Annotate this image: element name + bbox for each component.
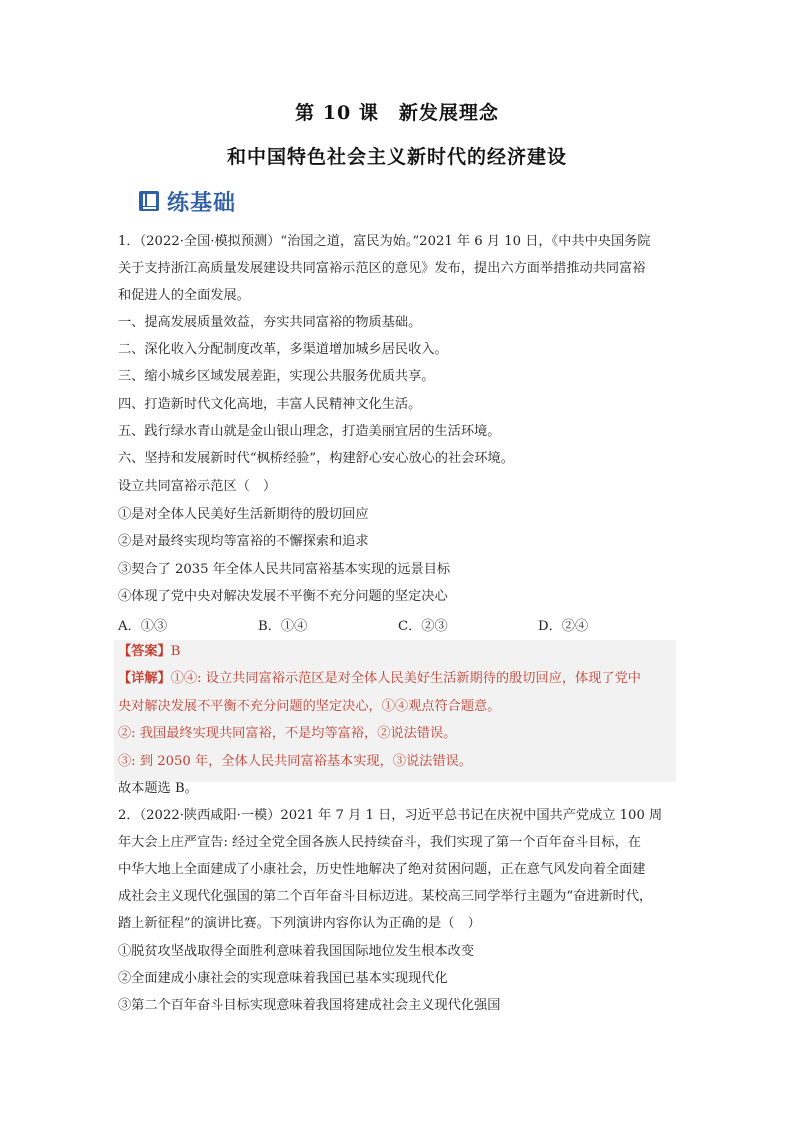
q2-line: 中华大地上全面建成了小康社会，历史性地解决了绝对贫困问题，正在意气风发向着全面建 [118, 862, 646, 877]
answer-value: B [170, 644, 181, 659]
q2-line: 成社会主义现代化强国的第二个百年奋斗目标迈进。某校高三同学举行主题为“奋进新时代， [118, 889, 653, 904]
q1-line: 三、缩小城乡区域发展差距，实现公共服务优质共享。 [118, 369, 435, 384]
q2-line: ②全面建成小康社会的实现意味着我国已基本实现现代化 [118, 971, 448, 986]
answer-line [118, 642, 674, 662]
q1-line: ①是对全体人民美好生活新期待的殷切回应 [118, 507, 369, 522]
q1-line: 二、深化收入分配制度改革，多渠道增加城乡居民收入。 [118, 342, 448, 357]
lesson-subtitle: 和中国特色社会主义新时代的经济建设 [226, 146, 567, 168]
q1-line: ②是对最终实现均等富裕的不懈探索和追求 [118, 534, 369, 549]
detail-text: ①④: 设立共同富裕示范区是对全体人民美好生活新期待的殷切回应，体现了党中 [170, 671, 641, 686]
conclusion-line: 故本题选 B。 [118, 781, 198, 796]
q2-line: ①脱贫攻坚战取得全面胜利意味着我国国际地位发生根本改变 [118, 944, 475, 959]
section-label: 练基础 [167, 190, 237, 216]
detail-tag: 【详解】 [118, 671, 171, 686]
q1-choices [118, 615, 678, 635]
detail-line: 央对解决发展不平衡不充分问题的坚定决心，①④观点符合题意。 [118, 699, 501, 714]
choice-c: C．②③ [398, 619, 448, 634]
q1-line: 1．（2022·全国·模拟预测）“治国之道，富民为始。”2021 年 6 月 10 日，《中共中央国务院 [118, 234, 651, 249]
answer-tag: 【答案】 [118, 644, 171, 659]
detail-line: ②: 我国最终实现共同富裕，不是均等富裕，②说法错误。 [118, 726, 457, 741]
detail-line [118, 669, 674, 689]
q2-line: 2．（2022·陕西咸阳·一模）2021 年 7 月 1 日，习近平总书记在庆祝中国共产党成立 100 周 [118, 808, 663, 823]
q1-line: 一、提高发展质量效益，夯实共同富裕的物质基础。 [118, 315, 422, 330]
q1-line: 设立共同富裕示范区（ ） [118, 479, 277, 494]
choice-b: B．①④ [258, 619, 308, 634]
q1-line: 关于支持浙江高质量发展建设共同富裕示范区的意见》发布，提出六方面举措推动共同富裕 [118, 261, 646, 276]
section-header [137, 186, 236, 216]
choice-a: A．①③ [118, 619, 168, 634]
q1-line: 四、打造新时代文化高地，丰富人民精神文化生活。 [118, 397, 422, 412]
q2-line: 年大会上庄严宣告: 经过全党全国各族人民持续奋斗，我们实现了第一个百年奋斗目标，在 [118, 835, 641, 850]
q2-line: 踏上新征程”的演讲比赛。下列演讲内容你认为正确的是（ ） [118, 916, 481, 931]
book-icon [137, 189, 161, 213]
detail-line: ③: 到 2050 年，全体人民共同富裕基本实现，③说法错误。 [118, 754, 472, 769]
q1-line: ③契合了 2035 年全体人民共同富裕基本实现的远景目标 [118, 562, 451, 577]
q1-line: 六、坚持和发展新时代“枫桥经验”，构建舒心安心放心的社会环境。 [118, 451, 514, 466]
choice-d: D．②④ [538, 619, 589, 634]
q1-line: ④体现了党中央对解决发展不平衡不充分问题的坚定决心 [118, 589, 448, 604]
q1-line: 五、践行绿水青山就是金山银山理念，打造美丽宜居的生活环境。 [118, 424, 501, 439]
q1-line: 和促进人的全面发展。 [118, 288, 250, 303]
q2-line: ③第二个百年奋斗目标实现意味着我国将建成社会主义现代化强国 [118, 998, 501, 1013]
lesson-title: 第 10 课 新发展理念 [295, 102, 499, 124]
